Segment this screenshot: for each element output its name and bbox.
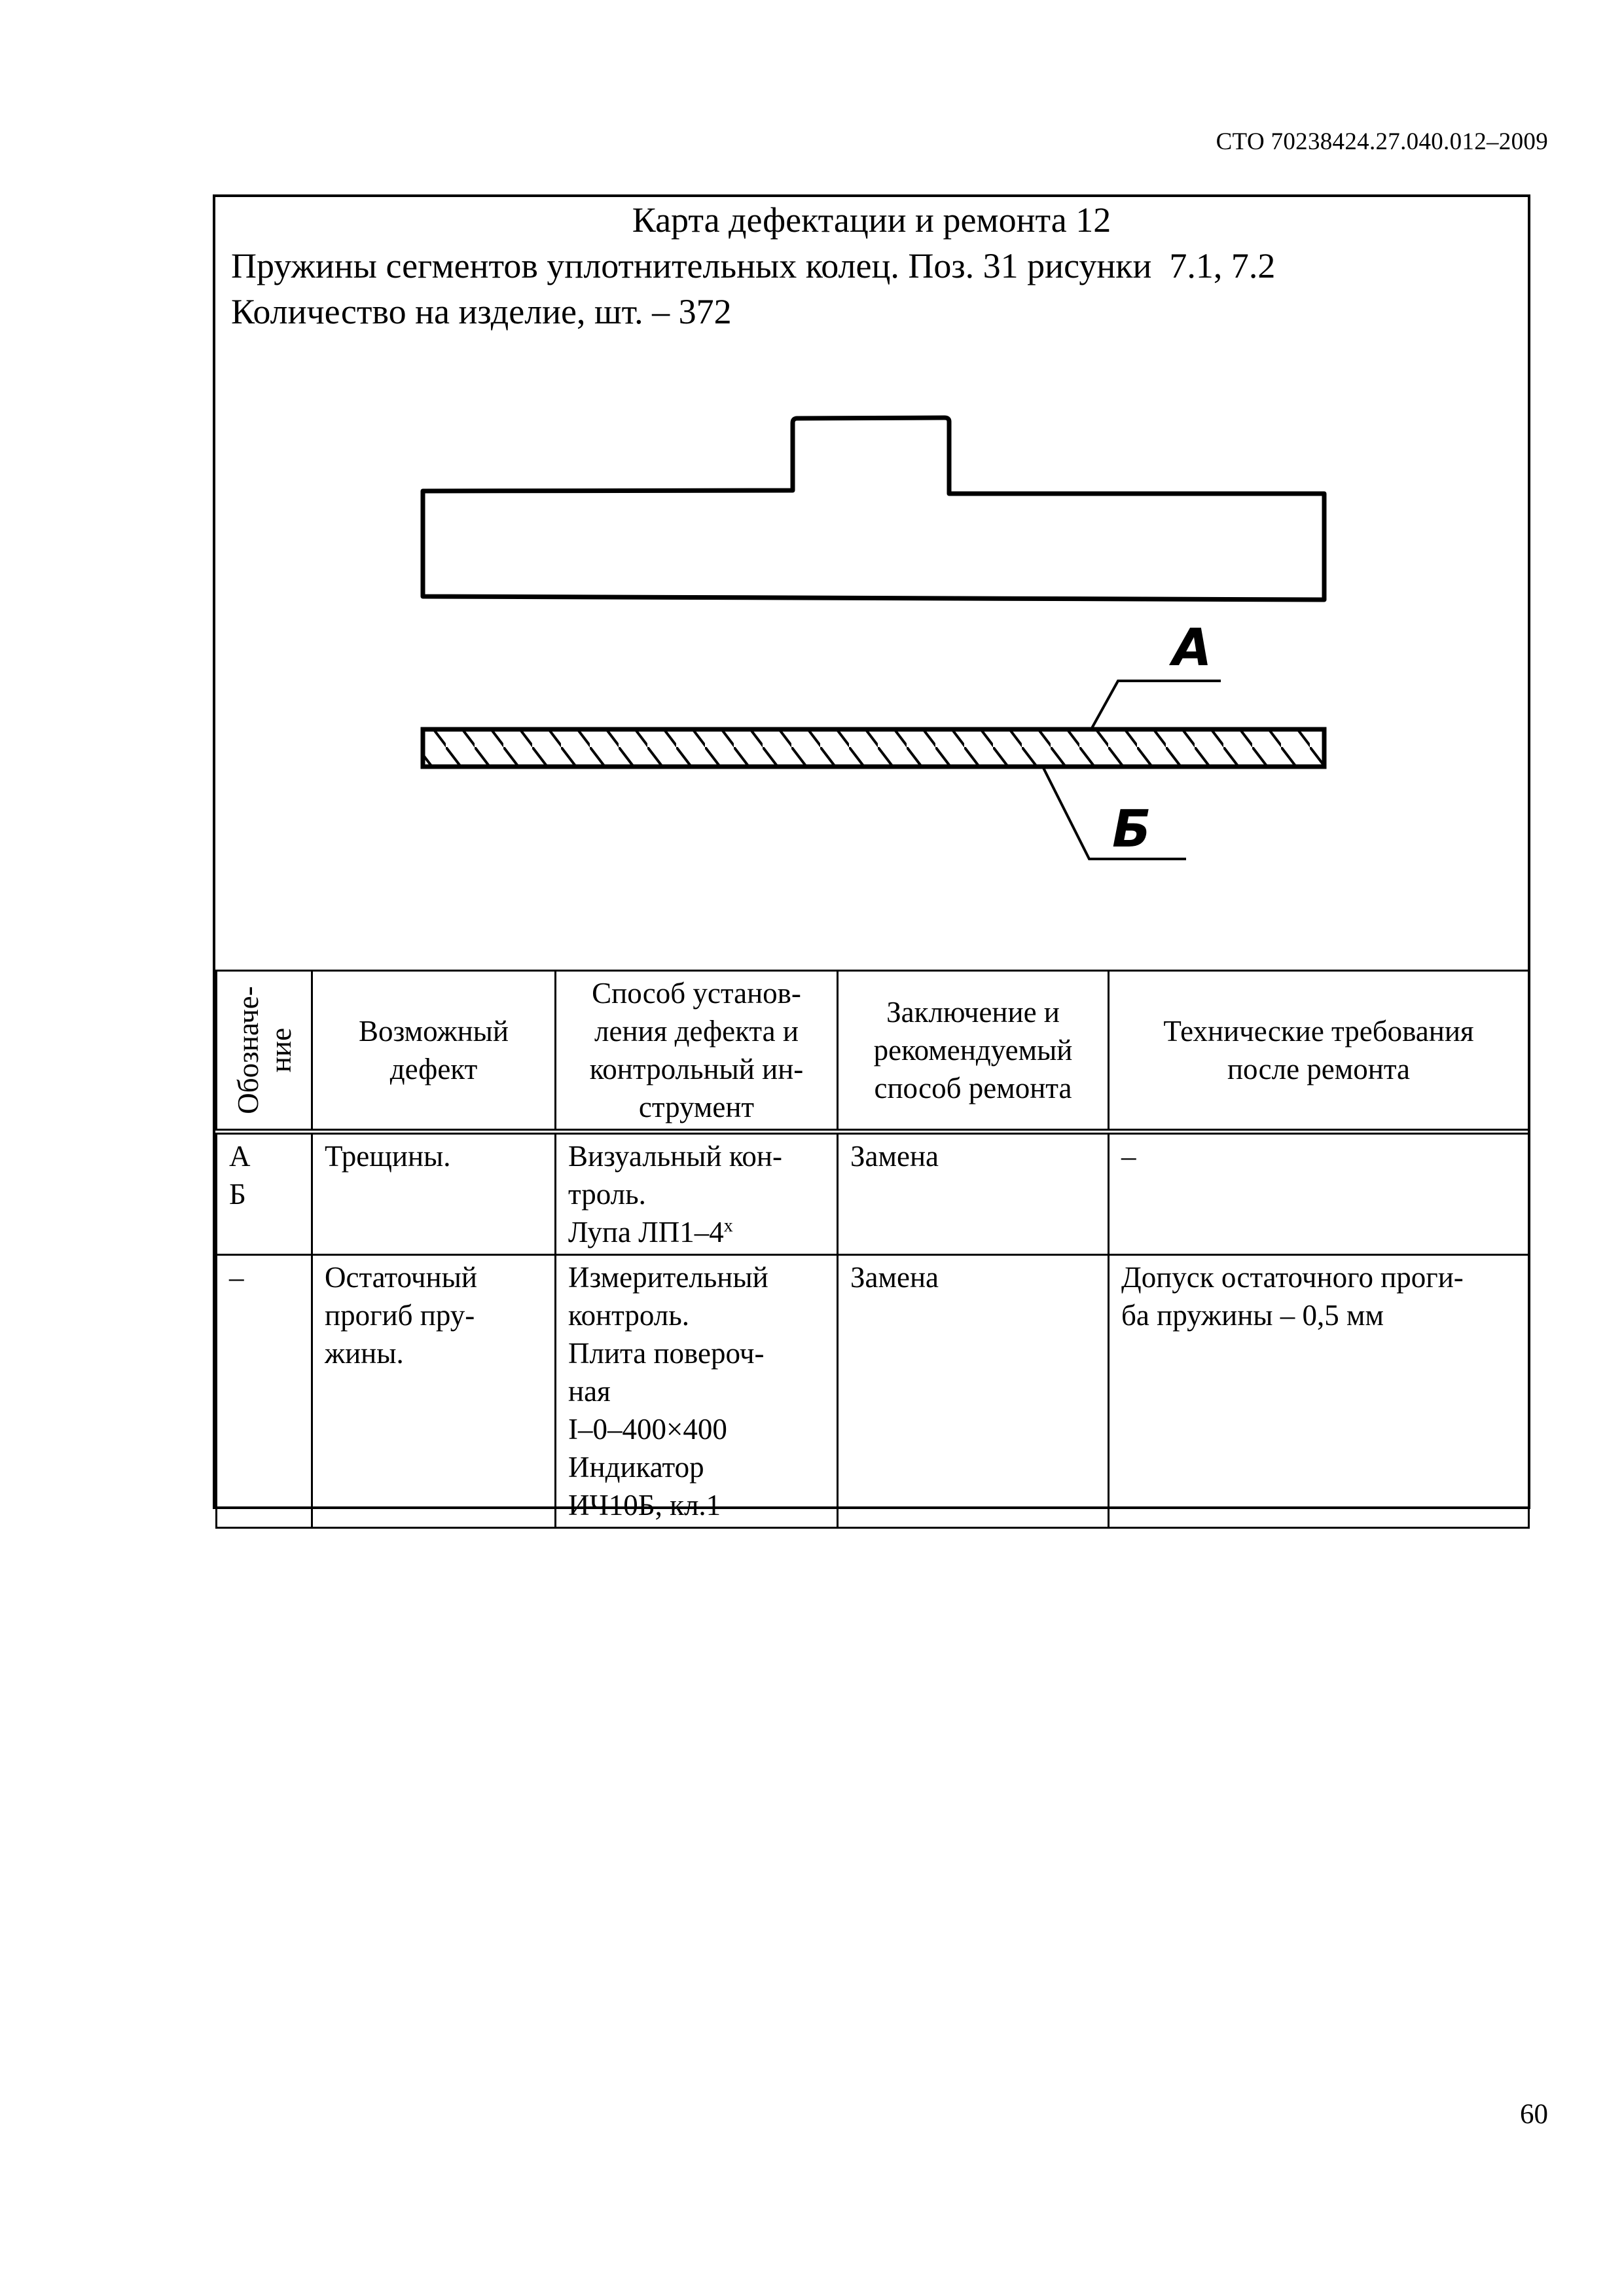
spring-drawing <box>215 197 1528 970</box>
part-description: Пружины сегментов уплотнительных колец. Поз. 31 рисунки 7.1, 7.2 <box>231 246 1276 285</box>
cell-method-superscript: х <box>723 1216 733 1236</box>
cell-conclusion: Замена <box>838 1132 1109 1255</box>
label-b: Б <box>1112 800 1151 859</box>
defect-repair-card <box>213 194 1530 1522</box>
header-conclusion: Заключение и рекомендуемый способ ремонта <box>838 971 1109 1132</box>
header-designation <box>217 971 312 1132</box>
document-code: СТО 70238424.27.040.012–2009 <box>1216 128 1548 155</box>
card-header <box>215 197 1528 970</box>
spring-top-view <box>423 418 1324 600</box>
header-requirements: Технические требования после ремонта <box>1109 971 1529 1132</box>
quantity-per-product: Количество на изделие, шт. – 372 <box>231 292 732 331</box>
leader-a <box>1091 681 1221 729</box>
cell-requirements: – <box>1109 1132 1529 1255</box>
cell-designation: – <box>217 1255 312 1528</box>
table-row <box>217 1255 1529 1528</box>
cell-requirements: Допуск остаточного проги- ба пружины – 0,5 мм <box>1109 1255 1529 1528</box>
card-title: Карта дефектации и ремонта 12 <box>632 200 1111 240</box>
header-defect: Возможный дефект <box>312 971 556 1132</box>
header-designation-label: Обозначе- ние <box>231 986 297 1114</box>
page-number: 60 <box>1520 2099 1548 2130</box>
table-header-row <box>217 971 1529 1132</box>
cell-method: Измерительный контроль. Плита повероч- ная I–0–400×400 Индикатор ИЧ10Б, кл.1 <box>556 1255 838 1528</box>
table-row <box>217 1132 1529 1255</box>
cell-defect: Трещины. <box>312 1132 556 1255</box>
cell-method <box>556 1132 838 1255</box>
spring-section <box>423 729 1324 767</box>
cell-conclusion: Замена <box>838 1255 1109 1528</box>
defect-table <box>215 970 1530 1529</box>
cell-defect: Остаточный прогиб пру- жины. <box>312 1255 556 1528</box>
cell-designation: А Б <box>217 1132 312 1255</box>
label-a: А <box>1172 619 1212 678</box>
header-method: Способ установ- ления дефекта и контрольный ин- струмент <box>556 971 838 1132</box>
cell-method-text: Визуальный кон- троль. Лупа ЛП1–4 <box>568 1140 782 1248</box>
